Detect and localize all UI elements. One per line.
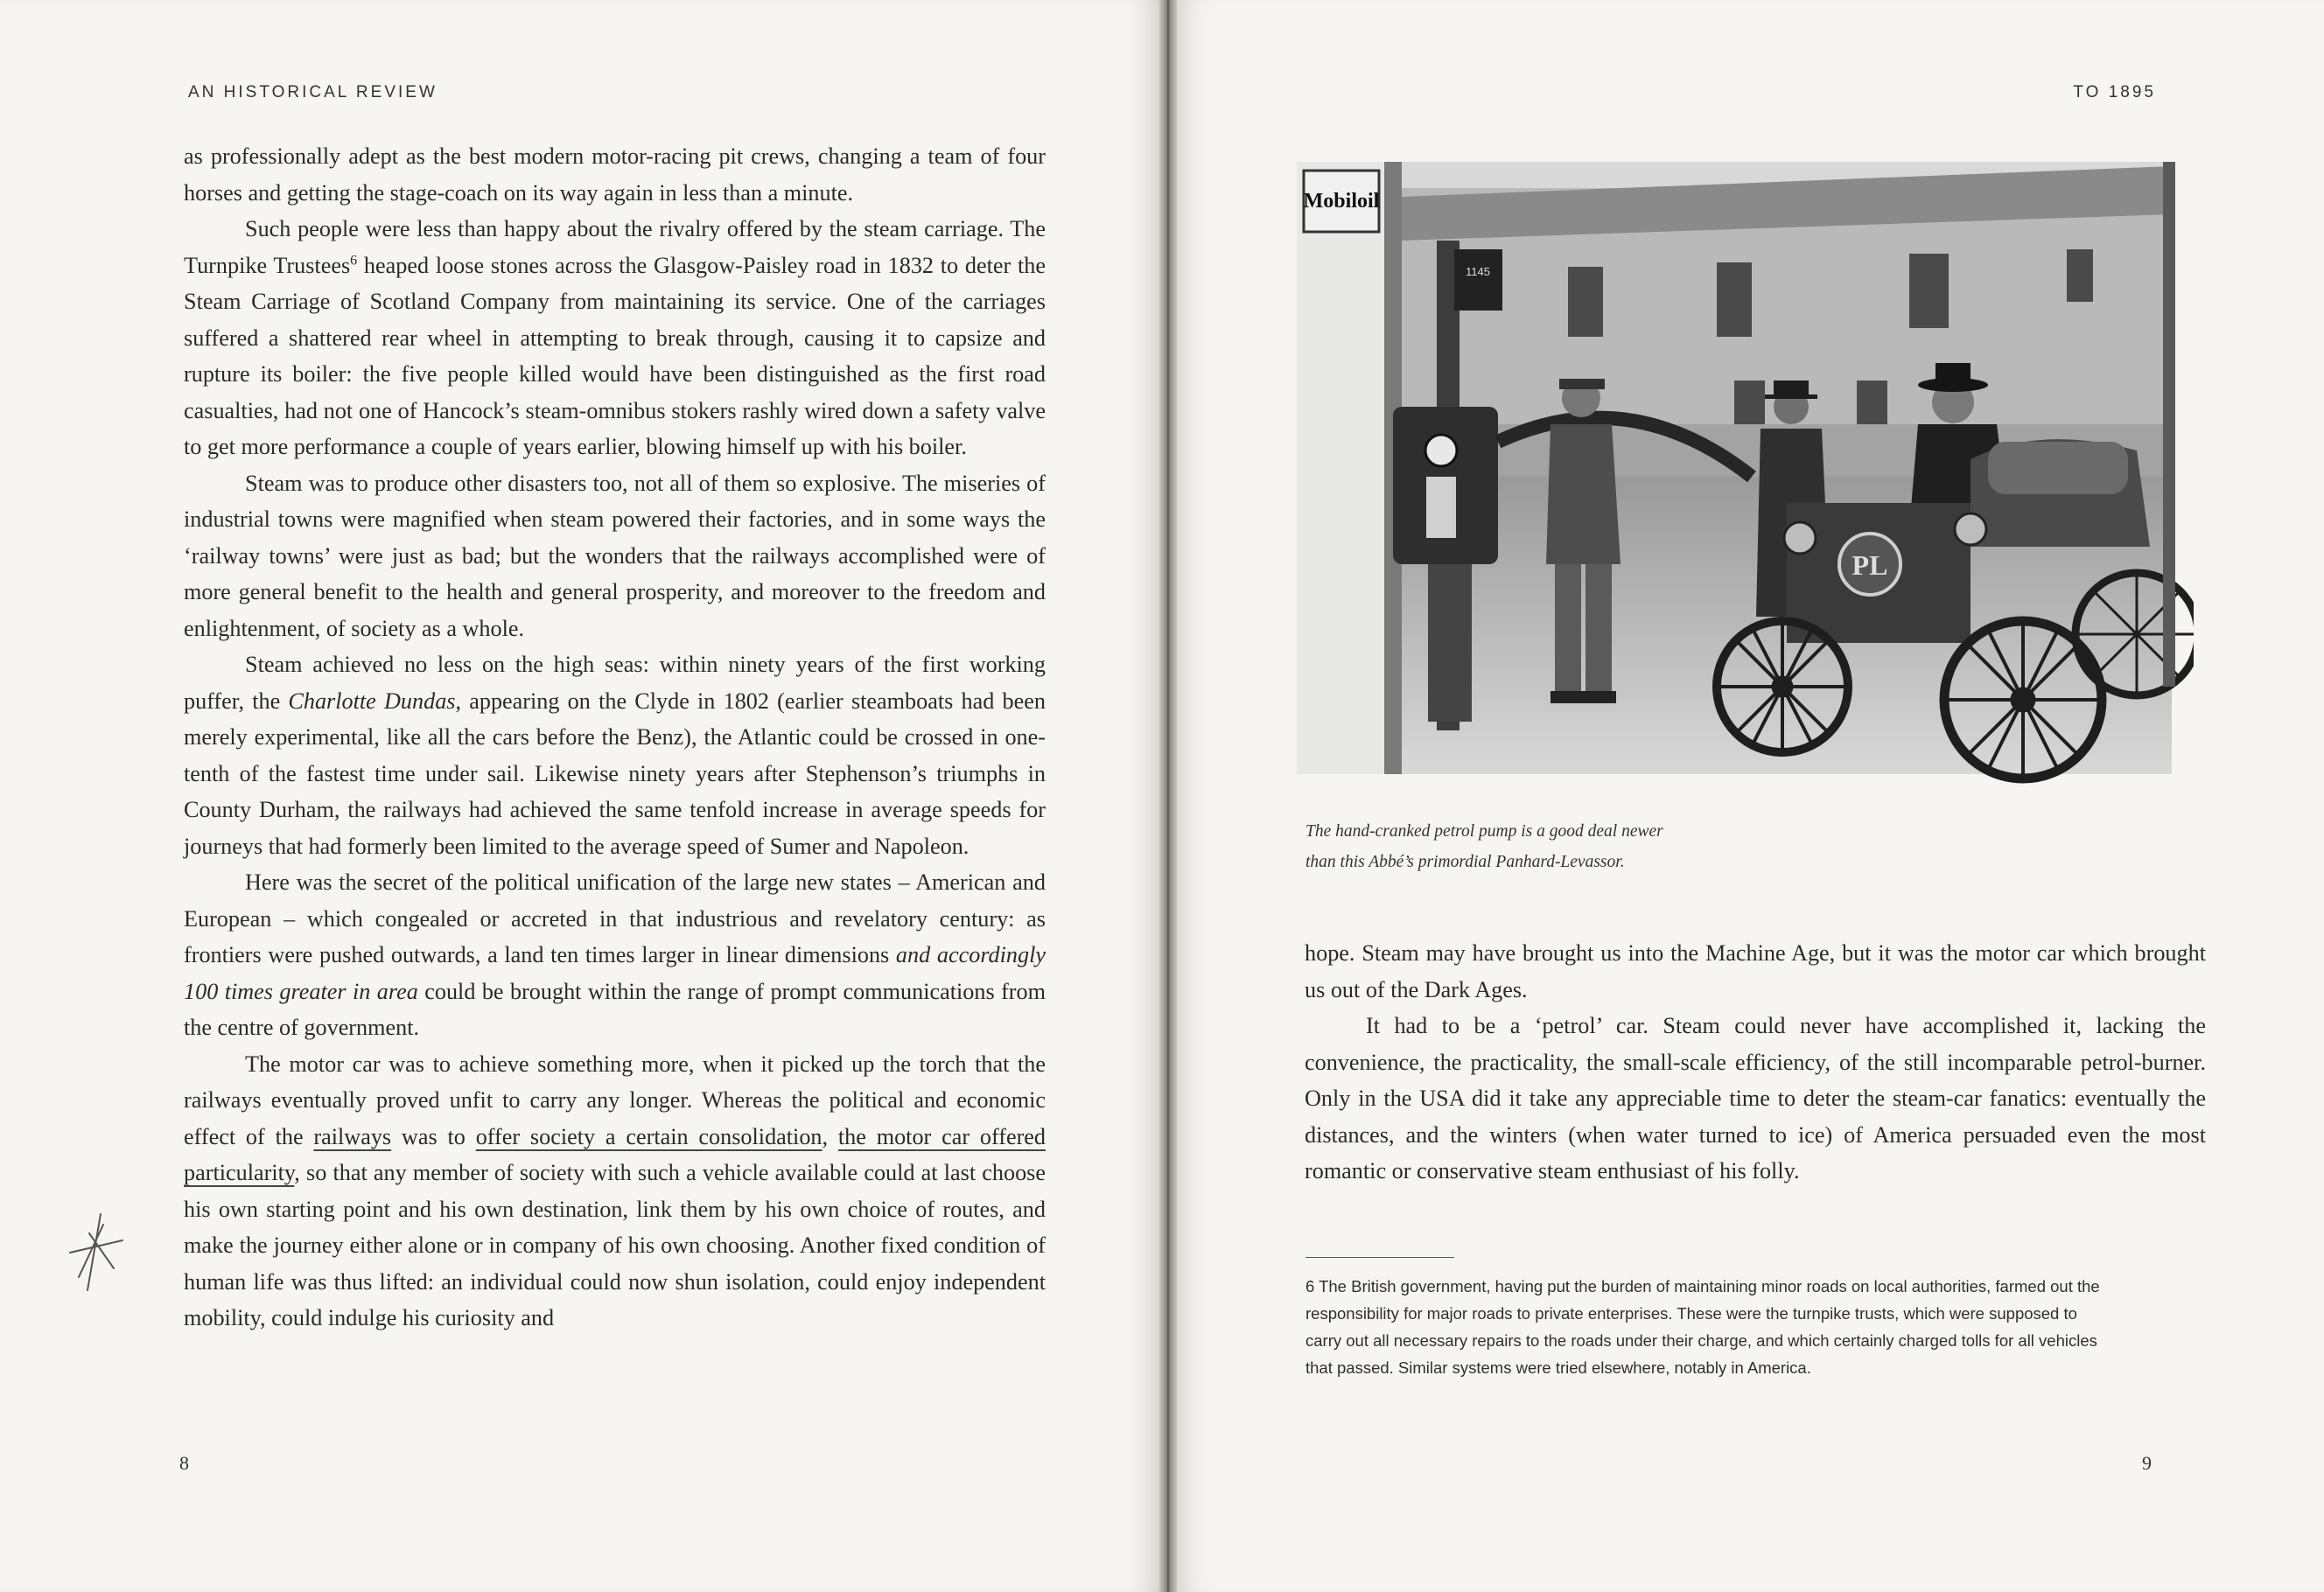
paragraph: It had to be a ‘petrol’ car. Steam could never have accomplished it, lacking the convenience, the practicality, the small-scale efficiency, of the still incomparable petrol-burner. Only in the USA did it take any appreciable time to deter the steam-car fanatics: eventually the distances, and the winters (when water turned to ice) of America persuaded even the most romantic or conservative steam enthusiast of his folly.	[1305, 1013, 2206, 1184]
ship-name: Charlotte Dundas	[288, 688, 456, 714]
page-number-left: 8	[179, 1452, 189, 1474]
pump-number-text: 1145	[1466, 265, 1490, 278]
text-run: heaped loose stones across the Glasgow-Paisley road in 1832 to deter the Steam Carriage of Scotland Company from maintaining its service. One of the carriages suffered a shattered rear wheel in attempting to break through, causing it to capsize and rupture its boiler: the five people killed would have been distinguished as the first road casualties, had not one of Hancock’s steam-omnibus stokers rashly wired down a safety valve to get more performance a couple of years earlier, blowing himself up with his boiler.	[184, 252, 1046, 459]
running-head-left: AN HISTORICAL REVIEW	[188, 83, 438, 101]
paragraph: hope. Steam may have brought us into the Machine Age, but it was the motor car which brought us out of the Dark Ages.	[1305, 940, 2206, 1002]
text-run: The motor car was to achieve something more, when it picked up the torch that the railways eventually proved unfit to carry any longer. Whereas the political and economic effect of the	[184, 1051, 1046, 1149]
paragraph	[184, 1046, 1046, 1337]
photo-caption	[1306, 816, 1848, 877]
left-page	[0, 0, 1159, 1592]
text-run: Steam achieved no less on the high seas: within ninety years of the first working puffer, the	[184, 652, 1046, 714]
text-run: , so that any member of society with such a vehicle available could at last choose his own starting point and his own destination, link them by his own choice of routes, and make the journey either alone or in company of his own choosing. Another fixed condition of human life was thus lifted: an individual could now shun isolation, could enjoy independent mobility, could indulge his curiosity and	[184, 1160, 1046, 1330]
book-gutter	[1159, 0, 1177, 1592]
caption-line: than this Abbé’s primordial Panhard-Levassor.	[1306, 853, 1625, 871]
page-number-right: 9	[2142, 1452, 2152, 1474]
underlined-phrase: offer society a certain consolidation	[475, 1123, 822, 1149]
paragraph	[184, 211, 1046, 465]
underlined-phrase: the motor car offered particularity	[184, 1123, 1046, 1185]
right-body-text	[1305, 935, 2206, 1190]
mobiloil-sign-text: Mobiloil	[1303, 190, 1380, 213]
text-run: was to	[391, 1123, 476, 1149]
paragraph: as professionally adept as the best modern motor-racing pit crews, changing a team of four horses and getting the stage-coach on its way again in less than a minute.	[184, 143, 1046, 206]
caption-line: The hand-cranked petrol pump is a good deal newer	[1306, 822, 1663, 841]
car-monogram: PL	[1852, 549, 1888, 581]
right-page	[1177, 0, 2324, 1592]
running-head-right: TO 1895	[2073, 83, 2156, 101]
paragraph	[184, 864, 1046, 1046]
paragraph: Steam was to produce other disasters too, not all of them so explosive. The miseries of industrial towns were magnified when steam powered their factories, and in some ways the ‘railway towns’ were just as bad; but the wonders that the railways accomplished were of more general benefit to the health and general prosperity, and moreover to the freedom and enlightenment, of society as a whole.	[184, 470, 1046, 641]
footnote-text: 6 The British government, having put the burden of maintaining minor roads on local authorities, farmed out the responsibility for major roads to private enterprises. These were the turnpike trusts, which were supposed to carry out all necessary repairs to the roads under their charge, and which certainly charged tolls for all vehicles that passed. Similar systems were tried elsewhere, notably in America.	[1306, 1277, 2100, 1377]
underlined-phrase: railways	[313, 1123, 392, 1149]
left-body-text	[184, 138, 1046, 1337]
handwritten-star-mark	[52, 1207, 131, 1295]
text-run: ,	[822, 1123, 838, 1149]
historic-photo	[1297, 162, 2194, 809]
footnote-rule	[1306, 1257, 1454, 1258]
text-run: Such people were less than happy about the rivalry offered by the steam carriage. The Turnpike Trustees	[184, 216, 1046, 278]
paragraph	[184, 646, 1046, 864]
text-run: could be brought within the range of prompt communications from the centre of government.	[184, 978, 1046, 1040]
footnote-ref: 6	[350, 252, 358, 268]
photo-petrol-pump-car	[1297, 162, 2194, 809]
text-run: Here was the secret of the political unification of the large new states – American and European – which congealed or accreted in that industrious and revelatory century: as frontiers were pushed outwards, a land ten times larger in linear dimensions	[184, 869, 1046, 967]
footnote	[1306, 1273, 2102, 1381]
emphasis: and accordingly 100 times greater in area	[184, 942, 1046, 1004]
text-run: , appearing on the Clyde in 1802 (earlier steamboats had been merely experimental, like all the cars before the Benz), the Atlantic could be crossed in one-tenth of the fastest time under sail. Likewise ninety years after Stephenson’s triumphs in County Durham, the railways had achieved the same tenfold increase in average speeds for journeys that had formerly been limited to the average speed of Sumer and Napoleon.	[184, 688, 1046, 859]
